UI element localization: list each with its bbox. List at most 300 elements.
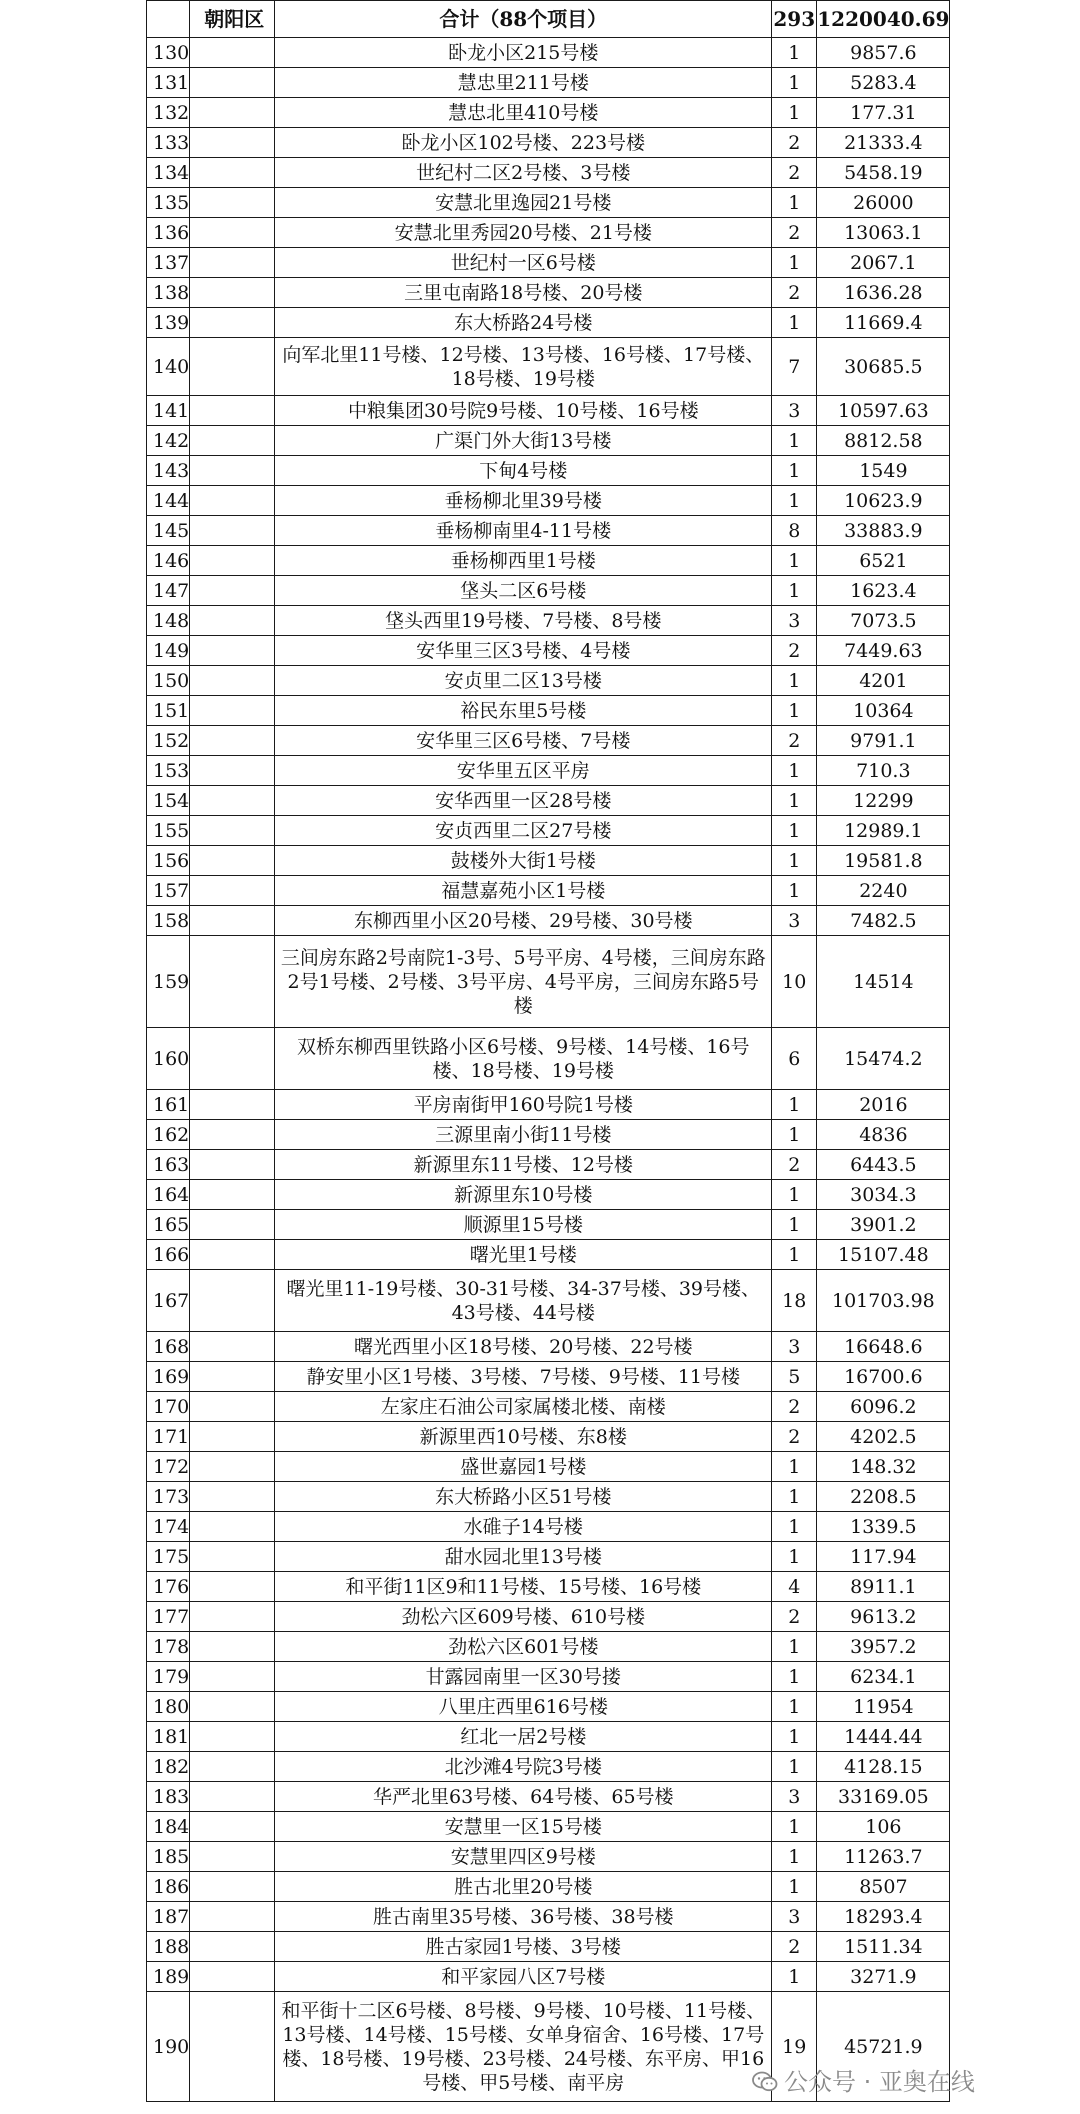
row-number: 188 <box>147 1932 190 1962</box>
project-name: 甜水园北里13号楼 <box>275 1542 772 1572</box>
project-name: 下甸4号楼 <box>275 456 772 486</box>
row-number: 163 <box>147 1150 190 1180</box>
table-row <box>147 38 950 68</box>
project-name: 胜古南里35号楼、36号楼、38号楼 <box>275 1902 772 1932</box>
district-cell <box>190 1422 275 1452</box>
table-row <box>147 1812 950 1842</box>
project-name: 垡头二区6号楼 <box>275 576 772 606</box>
district-cell <box>190 68 275 98</box>
district-cell <box>190 1902 275 1932</box>
row-number: 130 <box>147 38 190 68</box>
district-cell <box>190 1602 275 1632</box>
table-row <box>147 1362 950 1392</box>
floor-area: 7449.63 <box>817 636 950 666</box>
row-number: 141 <box>147 396 190 426</box>
floor-area: 11954 <box>817 1692 950 1722</box>
floor-area: 106 <box>817 1812 950 1842</box>
building-count: 1 <box>772 576 817 606</box>
district-cell <box>190 1662 275 1692</box>
project-name: 安慧里四区9号楼 <box>275 1842 772 1872</box>
building-count: 1 <box>772 1120 817 1150</box>
building-count: 1 <box>772 876 817 906</box>
row-number: 159 <box>147 936 190 1028</box>
row-number: 147 <box>147 576 190 606</box>
row-number: 150 <box>147 666 190 696</box>
table-row <box>147 1932 950 1962</box>
row-number: 144 <box>147 486 190 516</box>
building-count: 19 <box>772 1992 817 2102</box>
district-cell <box>190 38 275 68</box>
floor-area: 2067.1 <box>817 248 950 278</box>
row-number: 190 <box>147 1992 190 2102</box>
total-area: 1220040.69 <box>817 1 950 38</box>
district-cell <box>190 218 275 248</box>
row-number: 137 <box>147 248 190 278</box>
floor-area: 1549 <box>817 456 950 486</box>
project-name: 新源里东10号楼 <box>275 1180 772 1210</box>
floor-area: 21333.4 <box>817 128 950 158</box>
row-number: 136 <box>147 218 190 248</box>
project-name: 垡头西里19号楼、7号楼、8号楼 <box>275 606 772 636</box>
row-number: 164 <box>147 1180 190 1210</box>
building-count: 1 <box>772 756 817 786</box>
district-cell <box>190 1270 275 1332</box>
table-row <box>147 1028 950 1090</box>
project-name: 安华里三区6号楼、7号楼 <box>275 726 772 756</box>
table-row <box>147 188 950 218</box>
district-cell <box>190 1240 275 1270</box>
building-count: 2 <box>772 158 817 188</box>
district-cell <box>190 636 275 666</box>
district-cell <box>190 726 275 756</box>
table-row <box>147 666 950 696</box>
floor-area: 16700.6 <box>817 1362 950 1392</box>
row-number: 131 <box>147 68 190 98</box>
project-name: 裕民东里5号楼 <box>275 696 772 726</box>
floor-area: 3271.9 <box>817 1962 950 1992</box>
floor-area: 13063.1 <box>817 218 950 248</box>
project-name: 三间房东路2号南院1-3号、5号平房、4号楼，三间房东路2号1号楼、2号楼、3号平房、4号平房，三间房东路5号楼 <box>275 936 772 1028</box>
building-count: 1 <box>772 666 817 696</box>
building-count: 3 <box>772 396 817 426</box>
district-cell <box>190 606 275 636</box>
building-count: 1 <box>772 1632 817 1662</box>
floor-area: 1444.44 <box>817 1722 950 1752</box>
district-cell <box>190 278 275 308</box>
table-row <box>147 278 950 308</box>
project-name: 华严北里63号楼、64号楼、65号楼 <box>275 1782 772 1812</box>
project-name: 广渠门外大街13号楼 <box>275 426 772 456</box>
floor-area: 16648.6 <box>817 1332 950 1362</box>
district-cell <box>190 786 275 816</box>
building-count: 1 <box>772 98 817 128</box>
building-count: 2 <box>772 1422 817 1452</box>
table-row <box>147 486 950 516</box>
table-row <box>147 1752 950 1782</box>
project-name: 和平街11区9和11号楼、15号楼、16号楼 <box>275 1572 772 1602</box>
floor-area: 10623.9 <box>817 486 950 516</box>
district-cell <box>190 248 275 278</box>
building-count: 1 <box>772 1752 817 1782</box>
header-index-cell <box>147 1 190 38</box>
floor-area: 1511.34 <box>817 1932 950 1962</box>
project-name: 红北一居2号楼 <box>275 1722 772 1752</box>
project-name: 鼓楼外大街1号楼 <box>275 846 772 876</box>
district-cell <box>190 1482 275 1512</box>
row-number: 175 <box>147 1542 190 1572</box>
building-count: 7 <box>772 338 817 396</box>
table-row <box>147 756 950 786</box>
building-count: 1 <box>772 188 817 218</box>
project-name: 劲松六区601号楼 <box>275 1632 772 1662</box>
row-number: 132 <box>147 98 190 128</box>
floor-area: 8812.58 <box>817 426 950 456</box>
project-name: 和平家园八区7号楼 <box>275 1962 772 1992</box>
floor-area: 11263.7 <box>817 1842 950 1872</box>
project-name: 新源里西10号楼、东8楼 <box>275 1422 772 1452</box>
floor-area: 8911.1 <box>817 1572 950 1602</box>
project-name: 安慧北里秀园20号楼、21号楼 <box>275 218 772 248</box>
building-count: 1 <box>772 1872 817 1902</box>
building-count: 1 <box>772 486 817 516</box>
table-row <box>147 68 950 98</box>
floor-area: 9857.6 <box>817 38 950 68</box>
floor-area: 1339.5 <box>817 1512 950 1542</box>
building-count: 6 <box>772 1028 817 1090</box>
project-name: 平房南街甲160号院1号楼 <box>275 1090 772 1120</box>
row-number: 186 <box>147 1872 190 1902</box>
district-cell <box>190 1090 275 1120</box>
row-number: 180 <box>147 1692 190 1722</box>
row-number: 177 <box>147 1602 190 1632</box>
project-name: 安华西里一区28号楼 <box>275 786 772 816</box>
building-count: 3 <box>772 1902 817 1932</box>
project-name: 曙光西里小区18号楼、20号楼、22号楼 <box>275 1332 772 1362</box>
building-count: 3 <box>772 1782 817 1812</box>
district-cell <box>190 158 275 188</box>
floor-area: 45721.9 <box>817 1992 950 2102</box>
floor-area: 4201 <box>817 666 950 696</box>
project-name: 双桥东柳西里铁路小区6号楼、9号楼、14号楼、16号楼、18号楼、19号楼 <box>275 1028 772 1090</box>
row-number: 135 <box>147 188 190 218</box>
floor-area: 30685.5 <box>817 338 950 396</box>
project-name: 安贞西里二区27号楼 <box>275 816 772 846</box>
table-row <box>147 1722 950 1752</box>
building-count: 1 <box>772 1512 817 1542</box>
row-number: 138 <box>147 278 190 308</box>
district-cell <box>190 546 275 576</box>
district-cell <box>190 936 275 1028</box>
floor-area: 2240 <box>817 876 950 906</box>
project-name: 东柳西里小区20号楼、29号楼、30号楼 <box>275 906 772 936</box>
building-count: 1 <box>772 1482 817 1512</box>
district-cell <box>190 338 275 396</box>
building-count: 4 <box>772 1572 817 1602</box>
table-row <box>147 786 950 816</box>
building-count: 1 <box>772 786 817 816</box>
project-name: 劲松六区609号楼、610号楼 <box>275 1602 772 1632</box>
table-row <box>147 726 950 756</box>
district-cell <box>190 1452 275 1482</box>
total-count: 293 <box>772 1 817 38</box>
district-cell <box>190 396 275 426</box>
building-count: 1 <box>772 1812 817 1842</box>
district-cell <box>190 1120 275 1150</box>
floor-area: 4836 <box>817 1120 950 1150</box>
district-cell <box>190 1180 275 1210</box>
row-number: 170 <box>147 1392 190 1422</box>
floor-area: 710.3 <box>817 756 950 786</box>
project-name: 和平街十二区6号楼、8号楼、9号楼、10号楼、11号楼、13号楼、14号楼、15号楼、女单身宿舍、16号楼、17号楼、18号楼、19号楼、23号楼、24号楼、东平房、甲16号楼、甲5号楼、南平房 <box>275 1992 772 2102</box>
table-row <box>147 128 950 158</box>
table-row <box>147 1512 950 1542</box>
row-number: 148 <box>147 606 190 636</box>
district-cell <box>190 576 275 606</box>
project-name: 东大桥路小区51号楼 <box>275 1482 772 1512</box>
row-number: 166 <box>147 1240 190 1270</box>
floor-area: 6096.2 <box>817 1392 950 1422</box>
district-cell <box>190 1332 275 1362</box>
floor-area: 12989.1 <box>817 816 950 846</box>
building-count: 2 <box>772 1392 817 1422</box>
building-count: 1 <box>772 248 817 278</box>
row-number: 143 <box>147 456 190 486</box>
project-name: 盛世嘉园1号楼 <box>275 1452 772 1482</box>
floor-area: 19581.8 <box>817 846 950 876</box>
building-count: 1 <box>772 1180 817 1210</box>
district-cell <box>190 308 275 338</box>
table-row <box>147 1692 950 1722</box>
floor-area: 148.32 <box>817 1452 950 1482</box>
district-cell <box>190 456 275 486</box>
project-name: 胜古北里20号楼 <box>275 1872 772 1902</box>
floor-area: 5458.19 <box>817 158 950 188</box>
project-name: 卧龙小区102号楼、223号楼 <box>275 128 772 158</box>
floor-area: 177.31 <box>817 98 950 128</box>
table-row <box>147 1842 950 1872</box>
floor-area: 4128.15 <box>817 1752 950 1782</box>
district-cell <box>190 696 275 726</box>
building-count: 1 <box>772 1210 817 1240</box>
project-name: 中粮集团30号院9号楼、10号楼、16号楼 <box>275 396 772 426</box>
building-count: 10 <box>772 936 817 1028</box>
row-number: 169 <box>147 1362 190 1392</box>
table-row <box>147 338 950 396</box>
row-number: 152 <box>147 726 190 756</box>
table-row <box>147 1210 950 1240</box>
building-count: 1 <box>772 426 817 456</box>
row-number: 156 <box>147 846 190 876</box>
row-number: 146 <box>147 546 190 576</box>
table-row <box>147 906 950 936</box>
row-number: 181 <box>147 1722 190 1752</box>
row-number: 179 <box>147 1662 190 1692</box>
project-name: 安慧里一区15号楼 <box>275 1812 772 1842</box>
building-count: 3 <box>772 906 817 936</box>
building-count: 1 <box>772 1692 817 1722</box>
district-label: 朝阳区 <box>190 1 275 38</box>
floor-area: 9791.1 <box>817 726 950 756</box>
district-cell <box>190 486 275 516</box>
project-name: 水碓子14号楼 <box>275 1512 772 1542</box>
project-name: 三源里南小街11号楼 <box>275 1120 772 1150</box>
building-count: 1 <box>772 846 817 876</box>
district-cell <box>190 98 275 128</box>
table-row <box>147 876 950 906</box>
row-number: 178 <box>147 1632 190 1662</box>
table-row <box>147 1332 950 1362</box>
row-number: 153 <box>147 756 190 786</box>
district-cell <box>190 128 275 158</box>
table-row <box>147 1602 950 1632</box>
district-cell <box>190 516 275 546</box>
table-row <box>147 846 950 876</box>
building-count: 18 <box>772 1270 817 1332</box>
district-cell <box>190 1210 275 1240</box>
floor-area: 3957.2 <box>817 1632 950 1662</box>
floor-area: 3034.3 <box>817 1180 950 1210</box>
district-cell <box>190 1362 275 1392</box>
district-cell <box>190 1752 275 1782</box>
project-name: 卧龙小区215号楼 <box>275 38 772 68</box>
table-row <box>147 1572 950 1602</box>
building-count: 1 <box>772 1842 817 1872</box>
table-row <box>147 1542 950 1572</box>
floor-area: 2208.5 <box>817 1482 950 1512</box>
table-row <box>147 816 950 846</box>
project-name: 左家庄石油公司家属楼北楼、南楼 <box>275 1392 772 1422</box>
building-count: 1 <box>772 308 817 338</box>
table-row <box>147 1662 950 1692</box>
project-name: 安华里五区平房 <box>275 756 772 786</box>
project-name: 世纪村一区6号楼 <box>275 248 772 278</box>
row-number: 185 <box>147 1842 190 1872</box>
building-count: 2 <box>772 636 817 666</box>
row-number: 134 <box>147 158 190 188</box>
table-row <box>147 158 950 188</box>
project-name: 安贞里二区13号楼 <box>275 666 772 696</box>
building-count: 1 <box>772 68 817 98</box>
row-number: 168 <box>147 1332 190 1362</box>
floor-area: 9613.2 <box>817 1602 950 1632</box>
project-name: 顺源里15号楼 <box>275 1210 772 1240</box>
floor-area: 14514 <box>817 936 950 1028</box>
project-name: 曙光里1号楼 <box>275 1240 772 1270</box>
building-count: 1 <box>772 1962 817 1992</box>
building-count: 3 <box>772 606 817 636</box>
district-cell <box>190 1932 275 1962</box>
project-name: 八里庄西里616号楼 <box>275 1692 772 1722</box>
floor-area: 117.94 <box>817 1542 950 1572</box>
project-name: 安华里三区3号楼、4号楼 <box>275 636 772 666</box>
housing-project-table <box>146 0 950 2102</box>
building-count: 1 <box>772 1662 817 1692</box>
table-row <box>147 426 950 456</box>
building-count: 3 <box>772 1332 817 1362</box>
district-cell <box>190 1028 275 1090</box>
project-name: 慧忠里211号楼 <box>275 68 772 98</box>
floor-area: 12299 <box>817 786 950 816</box>
floor-area: 10597.63 <box>817 396 950 426</box>
table-row <box>147 1452 950 1482</box>
project-name: 垂杨柳西里1号楼 <box>275 546 772 576</box>
district-cell <box>190 426 275 456</box>
building-count: 1 <box>772 546 817 576</box>
row-number: 133 <box>147 128 190 158</box>
district-cell <box>190 756 275 786</box>
district-cell <box>190 1992 275 2102</box>
row-number: 165 <box>147 1210 190 1240</box>
building-count: 2 <box>772 1932 817 1962</box>
floor-area: 18293.4 <box>817 1902 950 1932</box>
project-name: 垂杨柳北里39号楼 <box>275 486 772 516</box>
table-row <box>147 636 950 666</box>
district-cell <box>190 1842 275 1872</box>
floor-area: 1623.4 <box>817 576 950 606</box>
floor-area: 6443.5 <box>817 1150 950 1180</box>
project-name: 胜古家园1号楼、3号楼 <box>275 1932 772 1962</box>
row-number: 142 <box>147 426 190 456</box>
district-cell <box>190 1512 275 1542</box>
district-cell <box>190 1722 275 1752</box>
row-number: 189 <box>147 1962 190 1992</box>
district-cell <box>190 816 275 846</box>
row-number: 145 <box>147 516 190 546</box>
wechat-icon <box>752 2071 778 2093</box>
table-row <box>147 1270 950 1332</box>
table-row <box>147 696 950 726</box>
building-count: 2 <box>772 128 817 158</box>
project-name: 向军北里11号楼、12号楼、13号楼、16号楼、17号楼、18号楼、19号楼 <box>275 338 772 396</box>
table-row <box>147 218 950 248</box>
floor-area: 6234.1 <box>817 1662 950 1692</box>
building-count: 1 <box>772 696 817 726</box>
table-row <box>147 1240 950 1270</box>
district-cell <box>190 1812 275 1842</box>
table-row <box>147 248 950 278</box>
row-number: 154 <box>147 786 190 816</box>
building-count: 1 <box>772 1452 817 1482</box>
district-cell <box>190 906 275 936</box>
floor-area: 33169.05 <box>817 1782 950 1812</box>
district-cell <box>190 1782 275 1812</box>
row-number: 183 <box>147 1782 190 1812</box>
row-number: 162 <box>147 1120 190 1150</box>
building-count: 1 <box>772 456 817 486</box>
building-count: 1 <box>772 38 817 68</box>
row-number: 161 <box>147 1090 190 1120</box>
building-count: 1 <box>772 1542 817 1572</box>
project-name: 新源里东11号楼、12号楼 <box>275 1150 772 1180</box>
row-number: 160 <box>147 1028 190 1090</box>
building-count: 2 <box>772 278 817 308</box>
table-row <box>147 1482 950 1512</box>
project-name: 甘露园南里一区30号搂 <box>275 1662 772 1692</box>
table-row <box>147 456 950 486</box>
floor-area: 1636.28 <box>817 278 950 308</box>
row-number: 158 <box>147 906 190 936</box>
row-number: 157 <box>147 876 190 906</box>
table-row <box>147 1120 950 1150</box>
table-row <box>147 1962 950 1992</box>
floor-area: 8507 <box>817 1872 950 1902</box>
floor-area: 3901.2 <box>817 1210 950 1240</box>
district-cell <box>190 1150 275 1180</box>
watermark <box>752 2062 975 2097</box>
row-number: 182 <box>147 1752 190 1782</box>
floor-area: 10364 <box>817 696 950 726</box>
table-row <box>147 1150 950 1180</box>
